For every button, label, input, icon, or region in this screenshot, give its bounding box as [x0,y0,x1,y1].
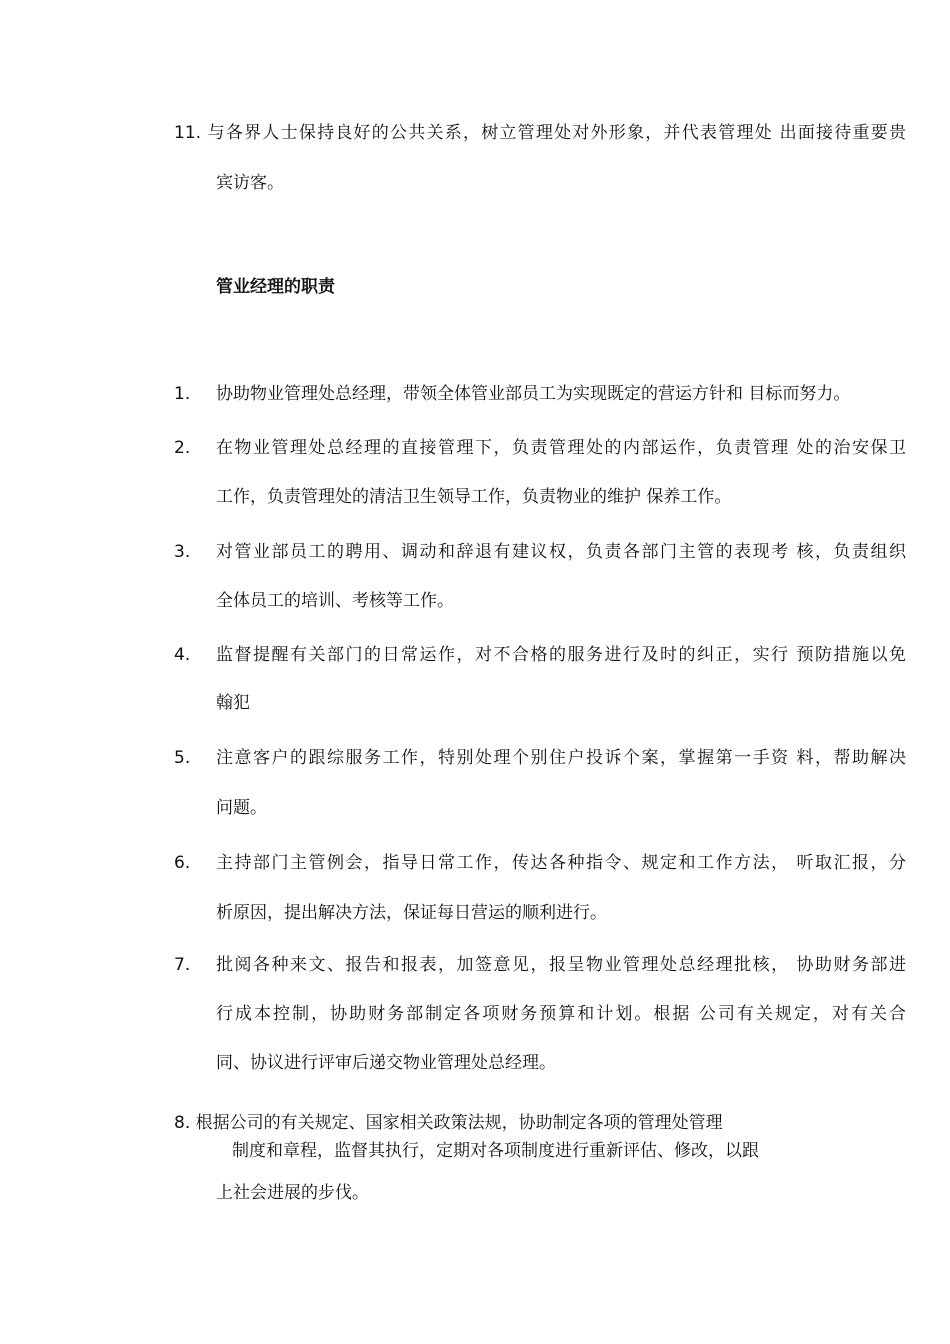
item-11-line-2: 宾访客。 [216,173,284,193]
item-3-line-1: 对管业部员工的聘用、调动和辞退有建议权，负责各部门主管的表现考 核，负责组织 [216,542,906,562]
item-number: 4. [174,645,191,665]
item-number: 7. [174,955,191,975]
item-7-line-3: 同、协议进行评审后递交物业管理处总经理。 [216,1053,556,1073]
item-3-line-2: 全体员工的培训、考核等工作。 [216,591,454,611]
item-6-line-2: 析原因，提出解决方法，保证每日营运的顺利进行。 [216,903,607,923]
item-8-line-2: 制度和章程，监督其执行，定期对各项制度进行重新评估、修改，以跟 [232,1141,759,1161]
item-8-line-3: 上社会进展的步伐。 [216,1183,369,1203]
item-8-line-1: 8. 根据公司的有关规定、国家相关政策法规，协助制定各项的管理处管理 [174,1113,723,1133]
item-number: 1. [174,384,191,404]
item-number: 5. [174,748,191,768]
item-2-line-1: 在物业管理处总经理的直接管理下，负责管理处的内部运作，负责管理 处的治安保卫 [216,438,906,458]
item-number: 2. [174,438,191,458]
item-6-line-1: 主持部门主管例会，指导日常工作，传达各种指令、规定和工作方法， 听取汇报，分 [216,853,906,873]
item-2-line-2: 工作，负责管理处的清洁卫生领导工作，负责物业的维护 保养工作。 [216,487,732,507]
item-4-line-1: 监督提醒有关部门的日常运作，对不合格的服务进行及时的纠正，实行 预防措施以免 [216,645,906,665]
item-7-line-2: 行成本控制，协助财务部制定各项财务预算和计划。根据 公司有关规定，对有关合 [216,1004,906,1024]
item-5-line-2: 问题。 [216,798,267,818]
item-number: 6. [174,853,191,873]
item-1-line-1: 协助物业管理处总经理，带领全体管业部员工为实现既定的营运方针和 目标而努力。 [216,384,851,404]
item-5-line-1: 注意客户的跟综服务工作，特别处理个别住户投诉个案，掌握第一手资 料，帮助解决 [216,748,906,768]
item-7-line-1: 批阅各种来文、报告和报表，加签意见，报呈物业管理处总经理批核， 协助财务部进 [216,955,906,975]
section-title: 管业经理的职责 [216,277,335,297]
item-4-line-2: 翰犯 [216,693,250,713]
item-number: 3. [174,542,191,562]
item-11-line-1: 11. 与各界人士保持良好的公共关系，树立管理处对外形象，并代表管理处 出面接待重要贵 [174,123,906,143]
